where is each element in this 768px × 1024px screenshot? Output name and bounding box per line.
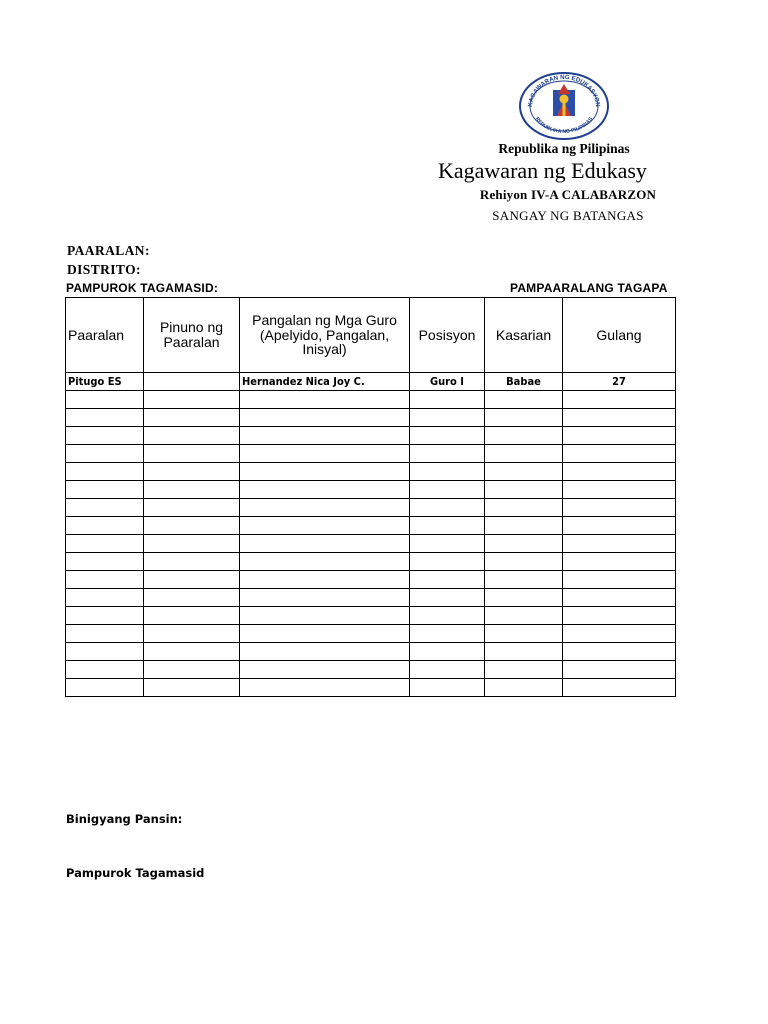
seal-text-bottom: REPUBLIKA NG PILIPINAS [533,116,595,135]
table-cell [144,553,240,571]
table-row [66,481,676,499]
table-cell [240,517,410,535]
teachers-table [65,297,676,697]
table-row [66,391,676,409]
table-cell [144,481,240,499]
column-header-school: Paaralan [66,298,144,373]
table-cell [485,661,563,679]
table-cell [240,409,410,427]
table-cell [485,409,563,427]
table-cell [144,625,240,643]
table-cell [66,661,144,679]
table-row [66,517,676,535]
table-cell [410,661,485,679]
table-cell [485,445,563,463]
table-row [66,463,676,481]
table-cell [563,625,676,643]
table-cell [144,589,240,607]
table-cell [240,463,410,481]
table-cell [66,391,144,409]
table-cell [563,607,676,625]
table-cell: Babae [485,373,563,391]
district-supervisor-label: PAMPUROK TAGAMASID: [66,281,219,295]
table-cell [144,607,240,625]
table-cell [66,625,144,643]
column-header-position: Posisyon [410,298,485,373]
table-cell: Pitugo ES [66,373,144,391]
division-heading: SANGAY NG BATANGAS [492,208,644,223]
table-cell [410,607,485,625]
table-cell [485,427,563,445]
table-row [66,589,676,607]
table-cell [144,517,240,535]
table-cell [485,679,563,697]
table-row [66,427,676,445]
table-cell [410,535,485,553]
table-row [66,553,676,571]
table-cell [144,391,240,409]
table-cell [144,643,240,661]
table-cell [240,643,410,661]
table-cell [563,589,676,607]
table-cell [66,481,144,499]
table-cell [66,679,144,697]
table-cell [66,643,144,661]
table-cell [485,481,563,499]
table-cell [485,391,563,409]
table-row [66,571,676,589]
table-cell [144,463,240,481]
table-cell [144,409,240,427]
table-cell [66,589,144,607]
signatory-label: Pampurok Tagamasid [66,866,205,880]
table-cell [563,571,676,589]
table-cell [563,409,676,427]
table-cell [240,481,410,499]
department-heading: Kagawaran ng Edukasy [438,158,647,183]
table-cell [563,679,676,697]
table-cell [66,409,144,427]
table-cell [485,643,563,661]
table-row [66,445,676,463]
table-cell [240,445,410,463]
table-cell [563,499,676,517]
table-cell [485,589,563,607]
table-cell [410,571,485,589]
republic-heading: Republika ng Pilipinas [498,141,630,156]
noted-by-label: Binigyang Pansin: [66,812,183,826]
table-cell [144,499,240,517]
table-cell [240,625,410,643]
deped-seal-logo [518,72,610,140]
table-cell [410,643,485,661]
table-cell [144,535,240,553]
table-cell [410,679,485,697]
table-cell [66,499,144,517]
table-cell [240,427,410,445]
table-cell [563,445,676,463]
table-cell [563,643,676,661]
table-cell: 27 [563,373,676,391]
table-cell [485,625,563,643]
table-row [66,607,676,625]
school-head-label: PAMPAARALANG TAGAPA [510,281,668,295]
table-cell [485,499,563,517]
table-row [66,679,676,697]
table-cell [240,607,410,625]
table-row [66,535,676,553]
table-row [66,661,676,679]
table-row [66,409,676,427]
table-cell [563,553,676,571]
table-cell [66,553,144,571]
column-header-age: Gulang [563,298,676,373]
table-cell [410,589,485,607]
table-cell [66,571,144,589]
table-cell [240,589,410,607]
table-cell [410,499,485,517]
table-cell [563,391,676,409]
table-cell [66,427,144,445]
table-cell [410,391,485,409]
table-cell [240,553,410,571]
table-cell [66,463,144,481]
table-cell [144,445,240,463]
table-cell [410,625,485,643]
table-cell [66,445,144,463]
school-label: PAARALAN: [67,243,150,258]
table-cell [563,661,676,679]
table-cell [240,535,410,553]
table-cell: Hernandez Nica Joy C. [240,373,410,391]
table-cell [240,661,410,679]
table-cell [485,517,563,535]
table-row [66,499,676,517]
table-cell [66,517,144,535]
table-row [66,625,676,643]
table-cell [240,679,410,697]
table-cell [240,499,410,517]
table-cell: Guro I [410,373,485,391]
column-header-teacher-name: Pangalan ng Mga Guro (Apelyido, Pangalan, Inisyal) [240,298,410,373]
district-label: DISTRITO: [67,262,141,277]
table-cell [563,535,676,553]
table-cell [144,373,240,391]
seal-text-top: KAGAWARAN NG EDUKASYON [526,73,602,108]
table-cell [563,427,676,445]
table-cell [410,481,485,499]
table-row [66,373,676,391]
table-cell [410,445,485,463]
region-heading: Rehiyon IV-A CALABARZON [479,187,657,202]
table-cell [66,607,144,625]
table-cell [485,607,563,625]
table-cell [144,427,240,445]
table-cell [410,553,485,571]
table-cell [563,481,676,499]
table-header-row [66,298,676,373]
table-cell [485,571,563,589]
table-cell [410,427,485,445]
table-cell [410,517,485,535]
table-cell [240,571,410,589]
table-cell [563,463,676,481]
table-cell [144,679,240,697]
column-header-sex: Kasarian [485,298,563,373]
table-row [66,643,676,661]
table-cell [410,463,485,481]
table-cell [485,463,563,481]
table-cell [144,661,240,679]
table-cell [485,553,563,571]
table-cell [410,409,485,427]
table-cell [144,571,240,589]
table-cell [563,517,676,535]
table-cell [66,535,144,553]
table-cell [485,535,563,553]
table-cell [240,391,410,409]
column-header-school-head: Pinuno ng Paaralan [144,298,240,373]
